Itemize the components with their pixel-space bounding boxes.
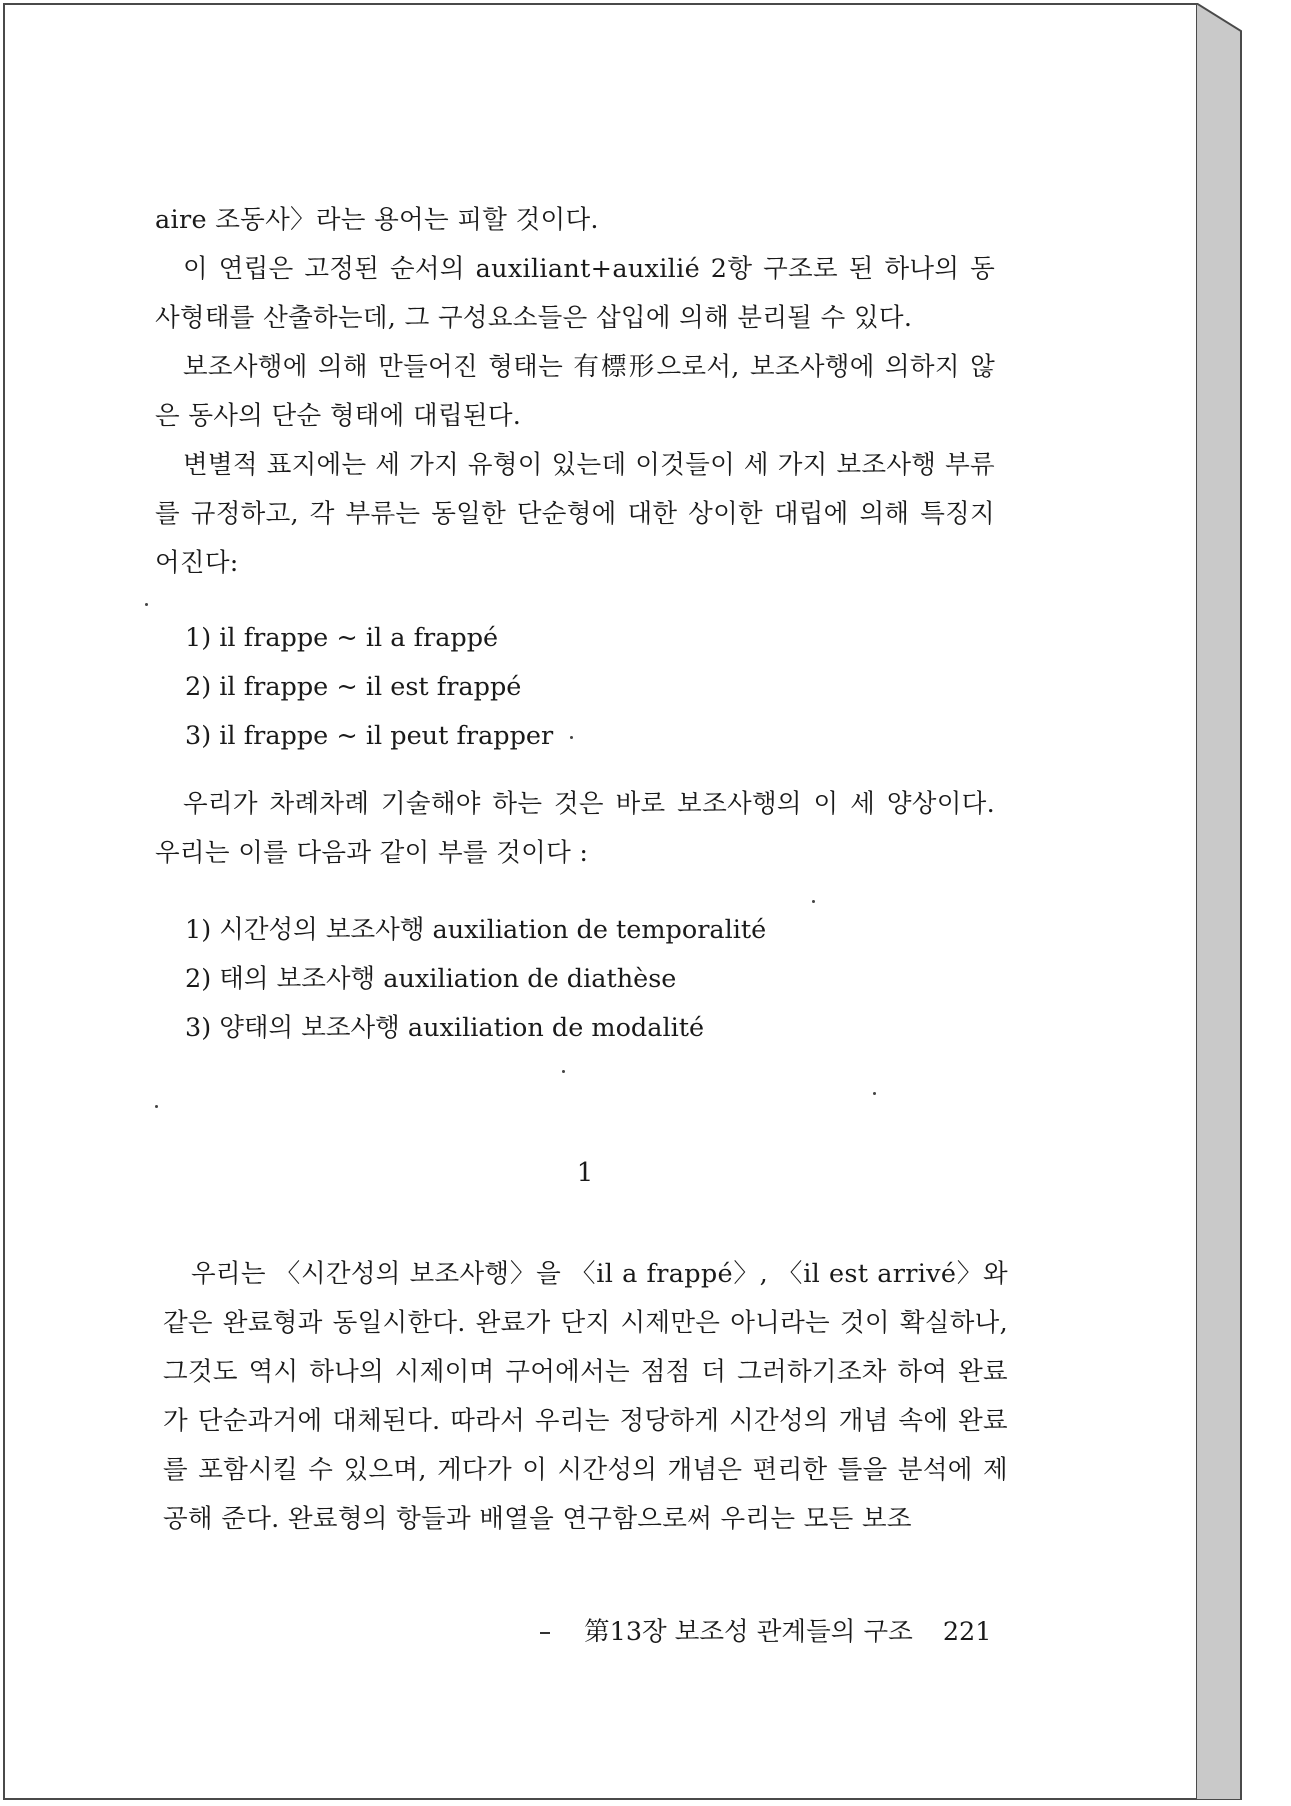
- chapter-title: 第13장 보조성 관계들의 구조: [584, 1617, 913, 1647]
- scan-speck: [145, 603, 148, 606]
- running-footer: [560, 1612, 992, 1648]
- example-item: 2) 태의 보조사행 auxiliation de diathèse: [185, 964, 677, 994]
- example-item: 3) il frappe ~ il peut frapper: [185, 721, 554, 751]
- scan-speck: [873, 1092, 876, 1095]
- middle-text: [155, 780, 995, 878]
- scan-speck: [812, 900, 815, 903]
- example-list-verbs: [185, 614, 553, 761]
- paragraph-1: aire 조동사〉라는 용어는 피할 것이다.: [155, 205, 599, 235]
- top-text: [155, 196, 995, 588]
- page-number: 221: [942, 1617, 992, 1647]
- section-number: 1: [576, 1158, 594, 1188]
- example-item: 1) il frappe ~ il a frappé: [185, 623, 499, 653]
- footer-dash: [540, 1632, 550, 1634]
- scan-speck: [155, 1105, 158, 1108]
- paragraph-2: 이 연립은 고정된 순서의 auxiliant+auxilié 2항 구조로 된 하나의 동사형태를 산출하는데, 그 구성요소들은 삽입에 의해 분리될 수 있다.: [155, 254, 995, 333]
- bottom-text: [163, 1250, 1008, 1544]
- example-item: 3) 양태의 보조사행 auxiliation de modalité: [185, 1013, 705, 1043]
- scan-speck: [570, 736, 573, 739]
- paragraph-4: 변별적 표지에는 세 가지 유형이 있는데 이것들이 세 가지 보조사행 부류를 규정하고, 각 부류는 동일한 단순형에 대한 상이한 대립에 의해 특징지어진다:: [155, 450, 995, 578]
- example-list-auxiliation: [185, 906, 766, 1053]
- paragraph-6: 우리는 〈시간성의 보조사행〉을 〈il a frappé〉, 〈il est arrivé〉와 같은 완료형과 동일시한다. 완료가 단지 시제만은 아니라는 것이 확실하나, 그것도 역시 하나의 시제이며 구어에서는 점점 더 그러하기조차 하여 완료가 단순과거에 대체된다. 따라서 우리는 정당하게 시간성의 개념 속에 완료를 포함시킬 수 있으며, 게다가 이 시간성의 개념은 편리한 틀을 분석에 제공해 준다. 완료형의 항들과 배열을 연구함으로써 우리는 모든 보조: [163, 1259, 1008, 1534]
- paragraph-3: 보조사행에 의해 만들어진 형태는 有標形으로서, 보조사행에 의하지 않은 동사의 단순 형태에 대립된다.: [155, 352, 995, 431]
- example-item: 2) il frappe ~ il est frappé: [185, 672, 522, 702]
- example-item: 1) 시간성의 보조사행 auxiliation de temporalité: [185, 915, 767, 945]
- page-spine: [1196, 3, 1256, 1800]
- scan-speck: [562, 1070, 565, 1073]
- paragraph-5: 우리가 차례차례 기술해야 하는 것은 바로 보조사행의 이 세 양상이다. 우리는 이를 다음과 같이 부를 것이다 :: [155, 789, 995, 868]
